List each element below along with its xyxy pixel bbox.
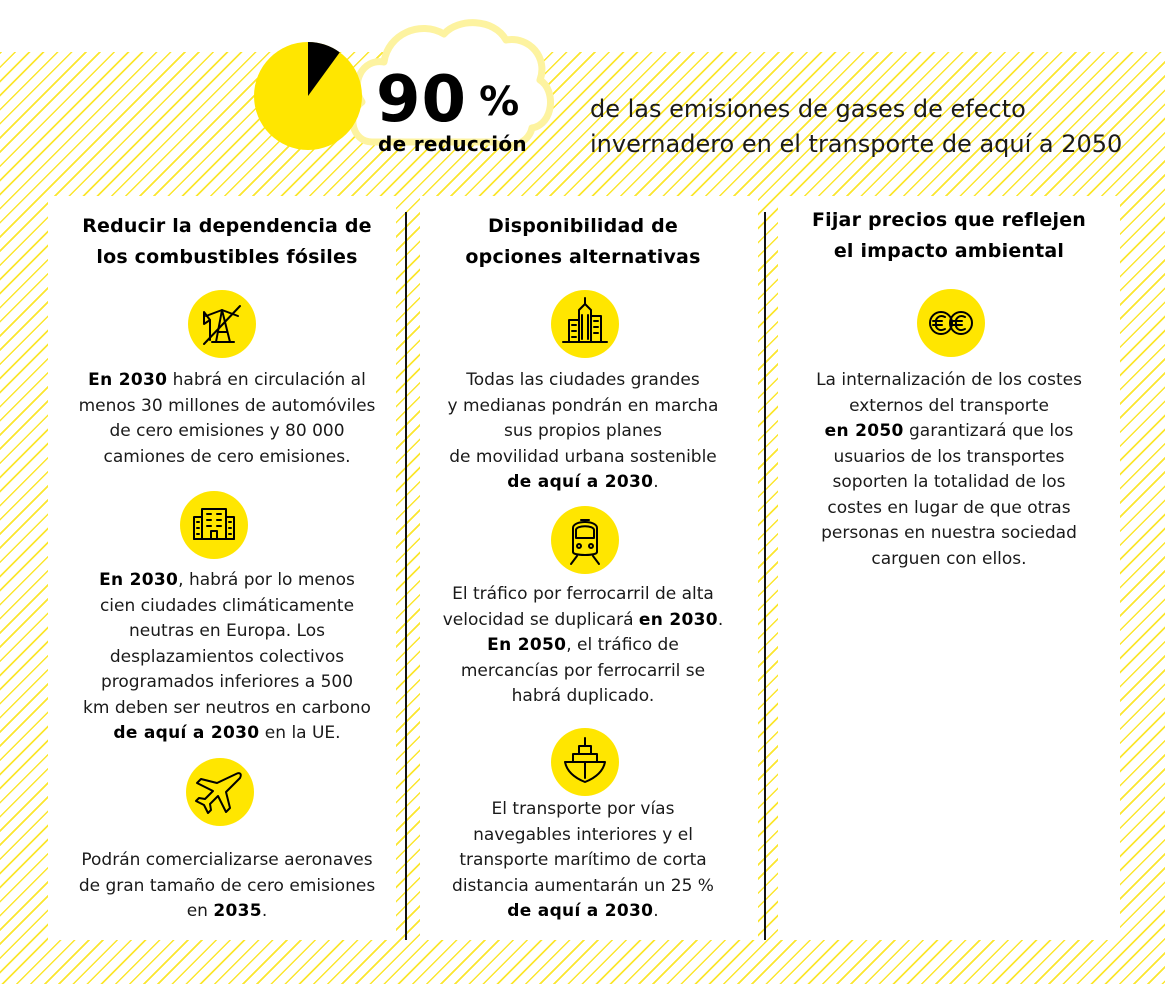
alternatives-item-3: El transporte por vías navegables interiores y el transporte marítimo de corta distancia aumentarán un 25 % de aquí a 2030. <box>452 799 714 921</box>
headline <box>590 92 1122 162</box>
airplane-icon <box>186 758 254 826</box>
oil-pump-crossed-icon <box>188 290 256 358</box>
headline-line: de las emisiones de gases de efecto <box>590 95 1026 123</box>
percent-symbol: % <box>479 79 520 125</box>
pricing-item-1: La internalización de los costes externos del transporte en 2050 garantizará que los usuarios de los transportes soporten la totalidad de los costes en lugar de que otras personas en nuestra sociedad carguen con ellos. <box>816 370 1082 569</box>
headline-line: invernadero en el transporte de aquí a 2050 <box>590 130 1123 158</box>
city-building-icon <box>180 491 248 559</box>
fossil-item-2: En 2030, habrá por lo menos cien ciudades climáticamente neutras en Europa. Los desplazamientos colectivos programados inferiores a 500 km deben ser neutros en carbono de aquí a 2030 en la UE. <box>83 570 371 743</box>
column-divider <box>764 212 766 940</box>
alternatives-item-2: El tráfico por ferrocarril de alta velocidad se duplicará en 2030. En 2050, el tráfico de mercancías por ferrocarril se habrá duplicado. <box>442 584 724 706</box>
alternatives-item-1: Todas las ciudades grandes y medianas pondrán en marcha sus propios planes de movilidad urbana sostenible de aquí a 2030. <box>447 370 719 492</box>
ship-icon <box>551 728 619 796</box>
column-title-pricing: Fijar precios que reflejen el impacto ambiental <box>811 209 1087 262</box>
reduction-label: de reducción <box>378 132 527 156</box>
train-icon <box>551 506 619 574</box>
fossil-item-1: En 2030 habrá en circulación al menos 30 millones de automóviles de cero emisiones y 80 000 camiones de cero emisiones. <box>78 370 376 467</box>
fossil-item-3: Podrán comercializarse aeronaves de gran tamaño de cero emisiones en 2035. <box>78 850 376 921</box>
percent-value: 90 <box>376 63 468 137</box>
column-title-alternatives: Disponibilidad de opciones alternativas <box>465 215 701 268</box>
skyscrapers-icon <box>551 290 619 358</box>
reduction-pie-chart <box>254 42 362 150</box>
percent-figure <box>376 60 519 140</box>
euro-coins-icon <box>917 289 985 357</box>
column-title-fossil: Reducir la dependencia de los combustibles fósiles <box>82 215 372 268</box>
